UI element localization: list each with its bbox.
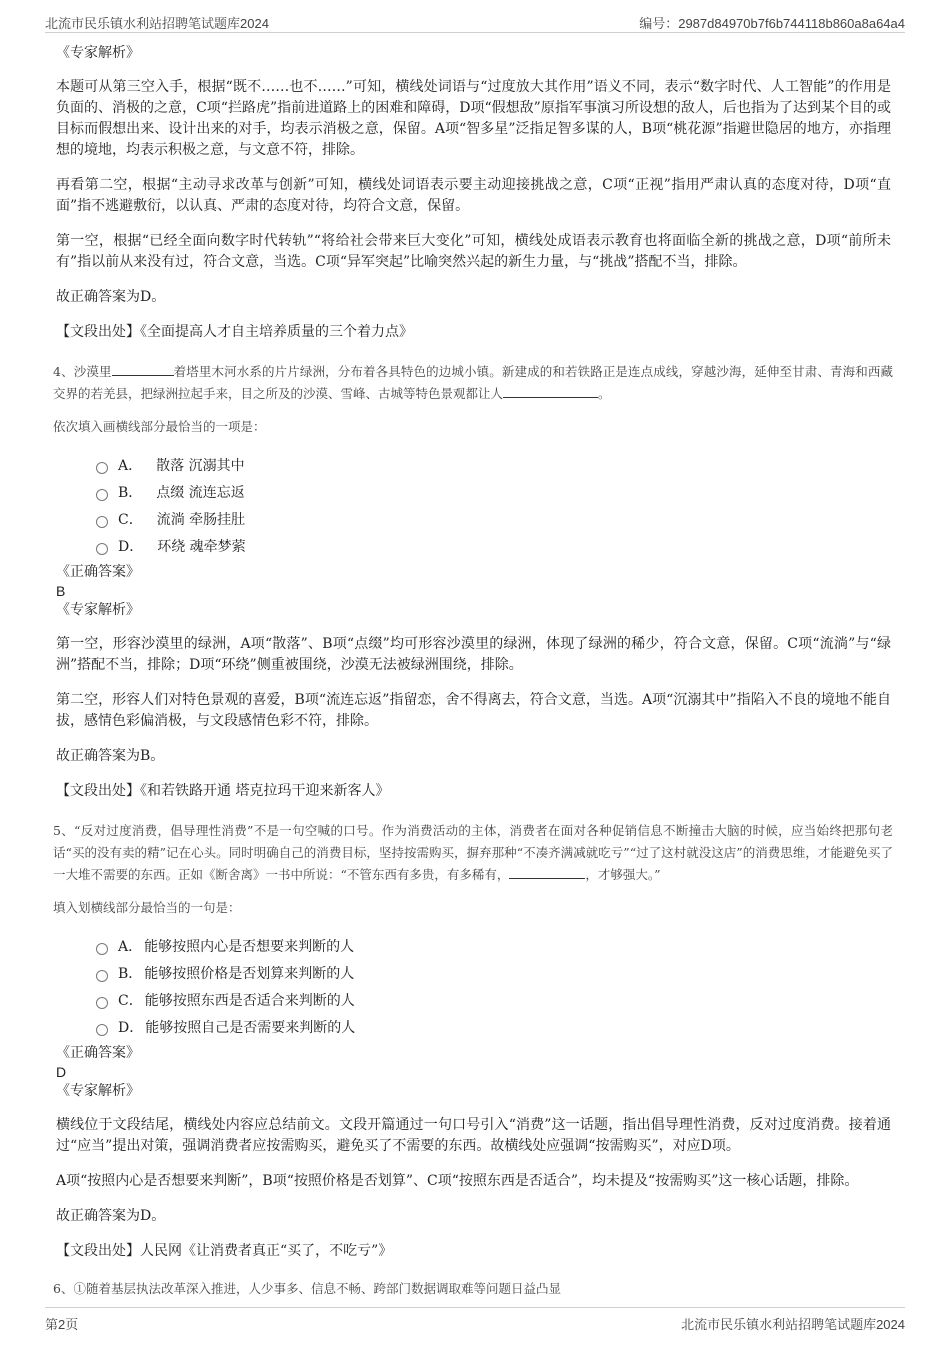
option-letter: A． (118, 457, 143, 474)
option-letter: C． (118, 992, 143, 1009)
radio-button[interactable] (96, 462, 108, 474)
correct-answer: D (56, 1064, 67, 1080)
option-letter: B． (118, 484, 143, 501)
answer-blank (503, 383, 598, 398)
option-text: 能够按照价格是否划算来判断的人 (144, 965, 355, 982)
answer-conclusion: 故正确答案为D。 (56, 289, 166, 305)
analysis-paragraph: 横线位于文段结尾，横线处内容应总结前文。文段开篇通过一句口号引入“消费”这一话题，指出倡导理性消费，反对过度消费。接着通过“应当”提出对策，强调消费者应按需购买，避免买了不需要的东西。故横线处应强调“按需购买”，对应D项。 (56, 1117, 891, 1154)
question-6 (53, 1278, 891, 1300)
page-header (45, 10, 905, 33)
document-code: 编号：2987d84970b7f6b744118b860a8a64a4 (639, 16, 905, 31)
option-d[interactable] (96, 1013, 891, 1040)
option-c[interactable] (96, 986, 891, 1013)
question-stem: 6、①随着基层执法改革深入推进，人少事多、信息不畅、跨部门数据调取难等问题日益凸显 (53, 1281, 561, 1296)
radio-button[interactable] (96, 543, 108, 555)
option-text: 能够按照东西是否适合来判断的人 (144, 992, 355, 1009)
source-citation: 【文段出处】《全面提高人才自主培养质量的三个着力点》 (56, 324, 413, 340)
correct-answer: B (56, 583, 66, 599)
analysis-paragraph: 本题可从第三空入手，根据“既不……也不……”可知，横线处词语与“过度放大其作用”语义不同，表示“数字时代、人工智能”的作用是负面的、消极的之意，C项“拦路虎”指前进道路上的困难和障碍，D项“假想敌”原指军事演习所设想的敌人，后也指为了达到某个目的或目标而假想出来、设计出来的对手，均表示消极之意，保留。A项“智多星”泛指足智多谋的人，B项“桃花源”指避世隐居的地方，亦指理想的境地，均表示积极之意，与文意不符，排除。 (56, 79, 891, 158)
answer-conclusion: 故正确答案为D。 (56, 1208, 166, 1224)
option-d[interactable] (96, 532, 891, 559)
answer-blank (509, 864, 585, 879)
source-citation: 【文段出处】人民网《让消费者真正“买了，不吃亏”》 (56, 1243, 393, 1259)
option-text: 流淌 牵肠挂肚 (156, 511, 246, 528)
option-c[interactable] (96, 505, 891, 532)
page-footer (45, 1307, 905, 1332)
answer-label: 《正确答案》 (56, 564, 140, 580)
option-text: 散落 沉溺其中 (156, 457, 245, 474)
stem-text: 4、沙漠里 (53, 364, 112, 379)
option-a[interactable] (96, 932, 891, 959)
question-5 (53, 820, 893, 1262)
header-title: 北流市民乐镇水利站招聘笔试题库2024 (45, 16, 269, 31)
question-instruction: 依次填入画横线部分最恰当的一项是： (53, 419, 266, 434)
analysis-paragraph: 第一空，根据“已经全面向数字时代转轨”“将给社会带来巨大变化”可知，横线处成语表示教育也将面临全新的挑战之意，D项“前所未有”指以前从来没有过，符合文意，当选。C项“异军突起”比喻突然兴起的新生力量，与“挑战”搭配不当，排除。 (56, 233, 891, 270)
option-list (96, 932, 891, 1040)
option-text: 点缀 流连忘返 (156, 484, 245, 501)
option-list (96, 451, 891, 559)
option-letter: A． (118, 938, 143, 955)
question-stem (53, 820, 893, 886)
option-a[interactable] (96, 451, 891, 478)
option-b[interactable] (96, 478, 891, 505)
analysis-paragraph: A项“按照内心是否想要来判断”，B项“按照价格是否划算”、C项“按照东西是否适合”，均未提及“按需购买”这一核心话题，排除。 (56, 1173, 859, 1189)
analysis-label: 《专家解析》 (56, 45, 140, 61)
page-number: 第2页 (45, 1317, 79, 1332)
answer-conclusion: 故正确答案为B。 (56, 748, 165, 764)
question-4 (53, 361, 893, 802)
answer-blank (112, 361, 174, 376)
radio-button[interactable] (96, 997, 108, 1009)
option-letter: D． (118, 1019, 144, 1036)
answer-label: 《正确答案》 (56, 1045, 140, 1061)
question-instruction: 填入划横线部分最恰当的一句是： (53, 900, 241, 915)
stem-text: 着塔里木河水系的片片绿洲，分布着各具特色的边城小镇。新建成的和若铁路正是连点成线，穿越沙海，延伸至甘肃、青海和西藏交界的若羌县，把绿洲拉起手来，目之所及的沙漠、雪峰、古城等特色景观都让人 (53, 364, 893, 401)
question-stem (53, 361, 893, 405)
radio-button[interactable] (96, 1024, 108, 1036)
analysis-paragraph: 再看第二空，根据“主动寻求改革与创新”可知，横线处词语表示要主动迎接挑战之意，C项“正视”指用严肃认真的态度对待，D项“直面”指不逃避敷衍，以认真、严肃的态度对待，均符合文意，保留。 (56, 177, 891, 214)
option-text: 环绕 魂牵梦萦 (157, 538, 246, 555)
option-letter: B． (118, 965, 143, 982)
radio-button[interactable] (96, 489, 108, 501)
analysis-paragraph: 第一空，形容沙漠里的绿洲，A项“散落”、B项“点缀”均可形容沙漠里的绿洲，体现了绿洲的稀少，符合文意，保留。C项“流淌”与“绿洲”搭配不当，排除；D项“环绕”侧重被围绕，沙漠无法被绿洲围绕，排除。 (56, 636, 891, 673)
question-3-analysis (56, 44, 891, 343)
page-content (53, 44, 893, 1312)
option-b[interactable] (96, 959, 891, 986)
option-letter: C． (118, 511, 143, 528)
analysis-label: 《专家解析》 (56, 1083, 140, 1099)
option-text: 能够按照内心是否想要来判断的人 (144, 938, 355, 955)
option-letter: D． (118, 538, 144, 555)
source-citation: 【文段出处】《和若铁路开通 塔克拉玛干迎来新客人》 (56, 783, 390, 799)
radio-button[interactable] (96, 970, 108, 982)
analysis-label: 《专家解析》 (56, 602, 140, 618)
analysis-paragraph: 第二空，形容人们对特色景观的喜爱，B项“流连忘返”指留恋，舍不得离去，符合文意，当选。A项“沉溺其中”指陷入不良的境地不能自拔，感情色彩偏消极，与文段感情色彩不符，排除。 (56, 692, 891, 729)
radio-button[interactable] (96, 943, 108, 955)
stem-text: 5、“反对过度消费，倡导理性消费”不是一句空喊的口号。作为消费活动的主体，消费者在面对各种促销信息不断撞击大脑的时候，应当始终把那句老话“买的没有卖的精”记在心头。同时明确自己的消费目标，坚持按需购买，摒弃那种“不凑齐满减就吃亏”“过了这村就没这店”的消费思维，才能避免买了一大堆不需要的东西。正如《断舍离》一书中所说：“不管东西有多贵，有多稀有， (53, 823, 893, 882)
footer-title: 北流市民乐镇水利站招聘笔试题库2024 (681, 1317, 905, 1332)
radio-button[interactable] (96, 516, 108, 528)
stem-text: 。 (598, 386, 611, 401)
option-text: 能够按照自己是否需要来判断的人 (145, 1019, 356, 1036)
stem-text: ，才够强大。” (585, 867, 661, 882)
